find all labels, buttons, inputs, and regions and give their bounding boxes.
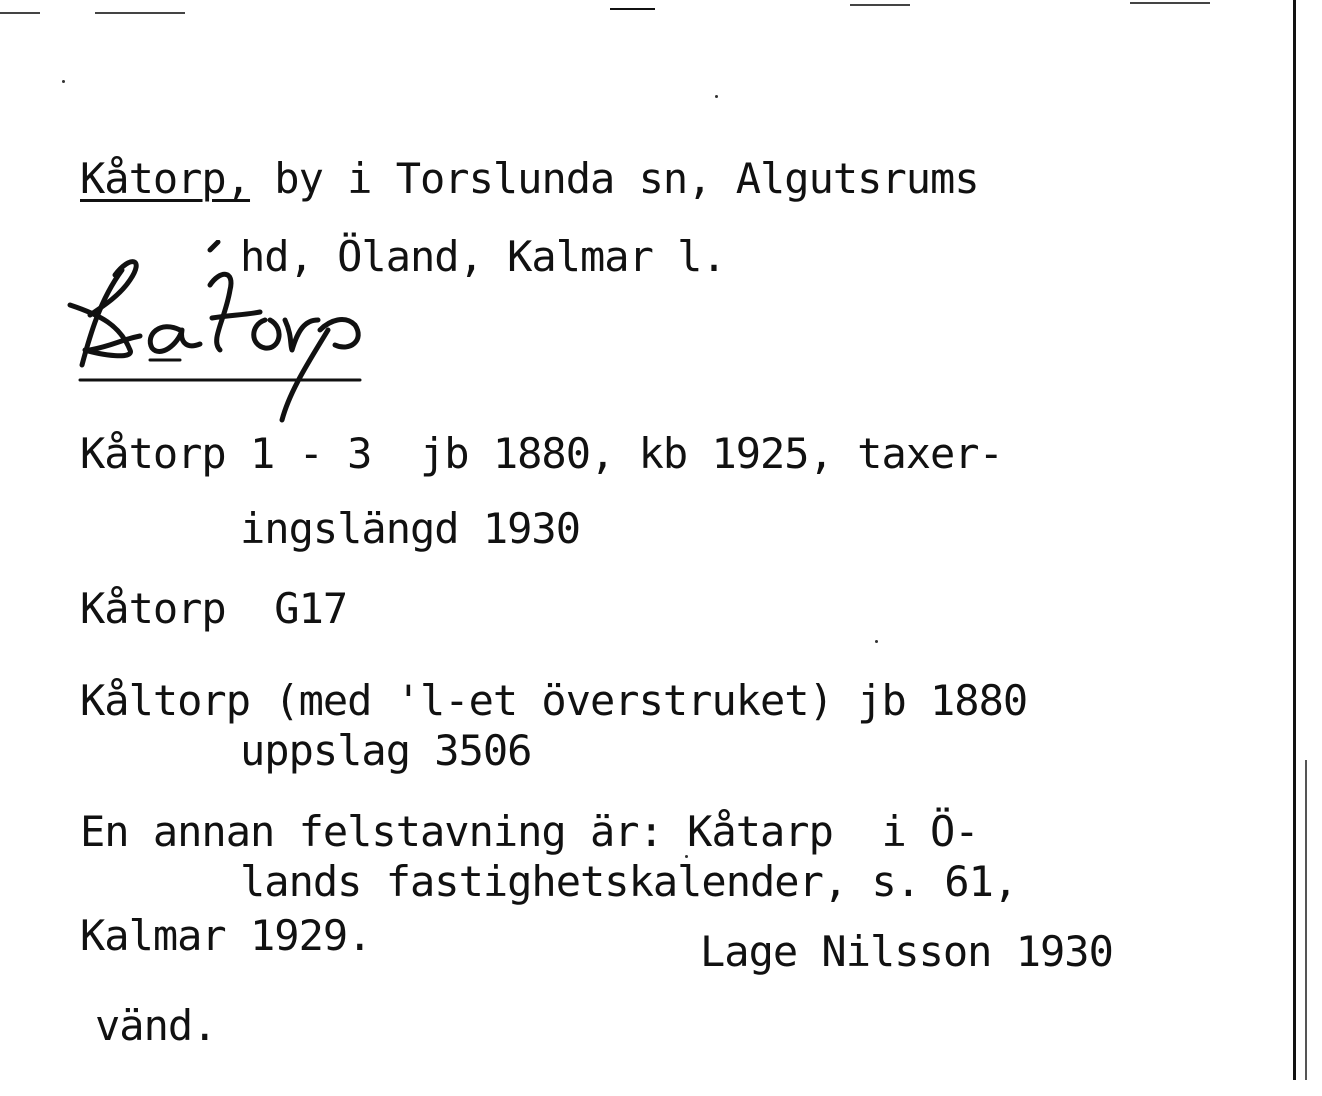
misspelling-line-cont: lands fastighetskalender, s. 61, [240, 857, 1018, 906]
source-line: Kåtorp 1 - 3 jb 1880, kb 1925, taxer- [80, 429, 1003, 478]
misspelling-line: En annan felstavning är: Kåtarp i Ö- [80, 807, 979, 856]
variant-line-cont: uppslag 3506 [240, 726, 532, 775]
card-right-edge [1293, 0, 1296, 1080]
scan-mark [0, 12, 40, 14]
signature: Lage Nilsson 1930 [700, 927, 1113, 976]
card-right-edge-lower [1305, 760, 1307, 1080]
heading-rest: by i Torslunda sn, Algutsrums [250, 154, 979, 203]
map-ref-line: Kåtorp G17 [80, 584, 348, 633]
scan-mark [610, 8, 655, 10]
scan-mark [1130, 2, 1210, 4]
misspelling-line-end: Kalmar 1929. [80, 911, 372, 960]
handwritten-name [60, 240, 400, 430]
source-line-cont: ingslängd 1930 [240, 504, 581, 553]
place-name: Kåtorp, [80, 154, 251, 203]
turn-over-note: vänd. [95, 1001, 217, 1050]
scan-mark [850, 4, 910, 6]
scan-mark [95, 12, 185, 14]
variant-line: Kåltorp (med 'l-et överstruket) jb 1880 [80, 676, 1028, 725]
scan-speck [875, 640, 878, 643]
location-line: hd, Öland, Kalmar l. [240, 232, 726, 281]
scan-speck [62, 80, 65, 83]
heading-line [80, 155, 979, 203]
scan-speck [715, 95, 718, 98]
